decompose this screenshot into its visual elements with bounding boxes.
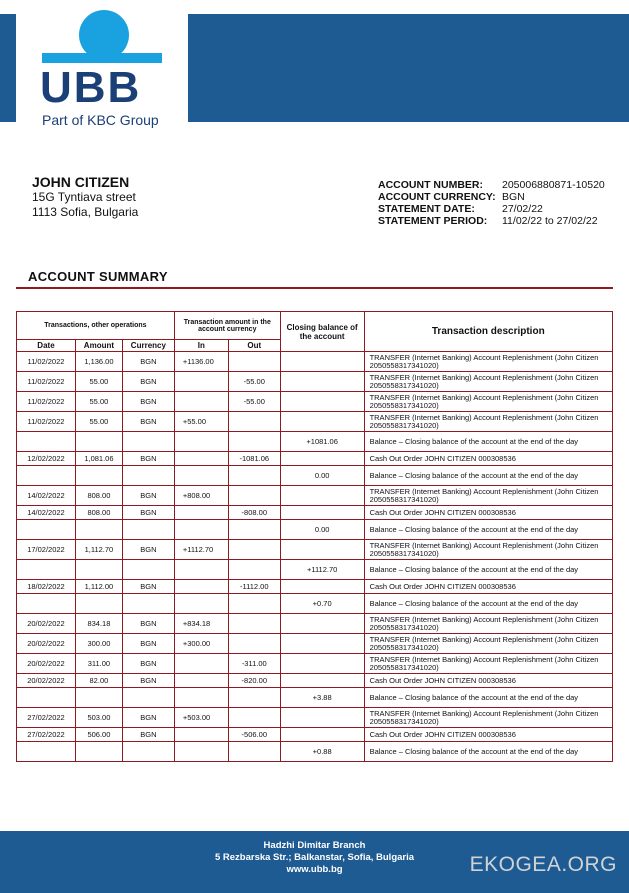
cell-desc: TRANSFER (Internet Banking) Account Replenishment (John Citizen 2050558317341020) [364,614,612,634]
cell-amount: 808.00 [75,486,122,506]
cell-amount [75,520,122,540]
cell-currency [122,466,174,486]
cell-date [17,432,76,452]
cell-closing [280,372,364,392]
cell-currency: BGN [122,634,174,654]
cell-in [174,372,228,392]
cell-amount: 1,136.00 [75,352,122,372]
cell-out: -506.00 [228,728,280,742]
header-out: Out [228,340,280,352]
cell-in [174,392,228,412]
header-amount: Amount [75,340,122,352]
cell-closing [280,634,364,654]
cell-date: 20/02/2022 [17,614,76,634]
cell-out: -1112.00 [228,580,280,594]
cell-desc: TRANSFER (Internet Banking) Account Replenishment (John Citizen 2050558317341020) [364,412,612,432]
table-row [17,742,613,762]
cell-closing: +1112.70 [280,560,364,580]
statement-date: 27/02/22 [502,203,543,215]
table-row [17,452,613,466]
cell-amount: 311.00 [75,654,122,674]
cell-desc: Balance – Closing balance of the account at the end of the day [364,594,612,614]
cell-closing [280,708,364,728]
cell-closing [280,674,364,688]
cell-out [228,352,280,372]
cell-out [228,614,280,634]
statement-date-label: STATEMENT DATE: [378,203,475,215]
cell-closing: 0.00 [280,466,364,486]
cell-out: -55.00 [228,372,280,392]
cell-desc: Cash Out Order JOHN CITIZEN 000308536 [364,728,612,742]
table-row [17,634,613,654]
cell-out [228,540,280,560]
logo-bar-icon [42,53,162,63]
table-row [17,708,613,728]
divider [16,287,613,289]
cell-currency: BGN [122,614,174,634]
cell-amount: 300.00 [75,634,122,654]
cell-amount: 1,112.70 [75,540,122,560]
customer-name: JOHN CITIZEN [32,174,130,190]
cell-date: 11/02/2022 [17,372,76,392]
customer-street: 15G Tyntiava street [32,190,136,204]
cell-currency [122,560,174,580]
cell-amount: 834.18 [75,614,122,634]
cell-currency: BGN [122,674,174,688]
account-number: 205006880871-10520 [502,179,605,191]
header-amount-group: Transaction amount in the account currency [174,312,280,340]
cell-amount: 808.00 [75,506,122,520]
cell-amount [75,594,122,614]
cell-date: 14/02/2022 [17,486,76,506]
cell-date [17,520,76,540]
cell-amount: 55.00 [75,412,122,432]
cell-out [228,708,280,728]
cell-closing [280,614,364,634]
cell-out [228,742,280,762]
cell-currency: BGN [122,506,174,520]
cell-currency: BGN [122,728,174,742]
table-row [17,352,613,372]
footer-address: 5 Rezbarska Str.; Balkanstar, Sofia, Bulgaria [214,852,415,863]
cell-date: 17/02/2022 [17,540,76,560]
cell-closing [280,580,364,594]
cell-currency [122,688,174,708]
section-title: ACCOUNT SUMMARY [28,269,168,284]
cell-currency: BGN [122,654,174,674]
cell-in [174,674,228,688]
footer-branch: Hadzhi Dimitar Branch [263,840,366,851]
cell-date: 14/02/2022 [17,506,76,520]
cell-date: 11/02/2022 [17,412,76,432]
cell-desc: TRANSFER (Internet Banking) Account Replenishment (John Citizen 2050558317341020) [364,392,612,412]
cell-date [17,466,76,486]
cell-in: +1136.00 [174,352,228,372]
cell-closing [280,540,364,560]
cell-out: -808.00 [228,506,280,520]
logo-tagline: Part of KBC Group [42,112,159,128]
cell-closing [280,486,364,506]
cell-currency [122,520,174,540]
cell-date [17,560,76,580]
cell-currency [122,742,174,762]
table-row [17,392,613,412]
cell-closing: +0.88 [280,742,364,762]
table-row [17,560,613,580]
transactions-table [16,311,613,762]
cell-date: 12/02/2022 [17,452,76,466]
table-row [17,688,613,708]
cell-currency: BGN [122,452,174,466]
cell-out [228,486,280,506]
cell-closing [280,392,364,412]
cell-desc: Balance – Closing balance of the account at the end of the day [364,432,612,452]
cell-closing [280,352,364,372]
logo-text: UBB [40,63,142,112]
table-row [17,594,613,614]
cell-out [228,594,280,614]
cell-amount: 82.00 [75,674,122,688]
cell-currency [122,432,174,452]
cell-out: -55.00 [228,392,280,412]
cell-desc: TRANSFER (Internet Banking) Account Replenishment (John Citizen 2050558317341020) [364,352,612,372]
statement-period-label: STATEMENT PERIOD: [378,215,488,227]
cell-in [174,560,228,580]
cell-amount [75,432,122,452]
cell-currency: BGN [122,412,174,432]
cell-desc: TRANSFER (Internet Banking) Account Replenishment (John Citizen 2050558317341020) [364,634,612,654]
cell-currency: BGN [122,708,174,728]
cell-in [174,742,228,762]
cell-amount [75,466,122,486]
table-row [17,520,613,540]
cell-amount: 506.00 [75,728,122,742]
cell-currency: BGN [122,352,174,372]
cell-desc: TRANSFER (Internet Banking) Account Replenishment (John Citizen 2050558317341020) [364,708,612,728]
cell-date: 27/02/2022 [17,728,76,742]
cell-amount [75,742,122,762]
cell-closing: +1081.06 [280,432,364,452]
cell-closing [280,506,364,520]
cell-out [228,412,280,432]
cell-desc: Balance – Closing balance of the account at the end of the day [364,688,612,708]
cell-date: 18/02/2022 [17,580,76,594]
cell-date [17,594,76,614]
cell-amount: 55.00 [75,372,122,392]
cell-closing: 0.00 [280,520,364,540]
cell-in [174,728,228,742]
cell-currency: BGN [122,580,174,594]
statement-period: 11/02/22 to 27/02/22 [502,215,598,227]
cell-desc: Cash Out Order JOHN CITIZEN 000308536 [364,580,612,594]
account-number-label: ACCOUNT NUMBER: [378,179,483,191]
header-closing-balance: Closing balance of the account [280,312,364,352]
cell-currency [122,594,174,614]
footer-website[interactable]: www.ubb.bg [286,864,343,875]
cell-closing [280,654,364,674]
cell-in [174,654,228,674]
cell-desc: Balance – Closing balance of the account at the end of the day [364,520,612,540]
cell-closing: +3.88 [280,688,364,708]
cell-out [228,560,280,580]
cell-desc: Balance – Closing balance of the account at the end of the day [364,466,612,486]
cell-out [228,634,280,654]
cell-date [17,688,76,708]
cell-in: +503.00 [174,708,228,728]
table-row [17,486,613,506]
table-row [17,674,613,688]
cell-desc: Balance – Closing balance of the account at the end of the day [364,560,612,580]
cell-in [174,688,228,708]
cell-desc: TRANSFER (Internet Banking) Account Replenishment (John Citizen 2050558317341020) [364,486,612,506]
cell-in [174,594,228,614]
cell-date: 27/02/2022 [17,708,76,728]
cell-in: +1112.70 [174,540,228,560]
cell-closing [280,728,364,742]
cell-in [174,452,228,466]
customer-address [32,175,138,220]
account-currency: BGN [502,191,525,203]
cell-in: +300.00 [174,634,228,654]
cell-desc: TRANSFER (Internet Banking) Account Replenishment (John Citizen 2050558317341020) [364,540,612,560]
cell-desc: TRANSFER (Internet Banking) Account Replenishment (John Citizen 2050558317341020) [364,372,612,392]
cell-closing: +0.70 [280,594,364,614]
table-row [17,540,613,560]
cell-closing [280,452,364,466]
table-row [17,506,613,520]
table-row [17,432,613,452]
table-row [17,580,613,594]
header-currency: Currency [122,340,174,352]
cell-date: 20/02/2022 [17,634,76,654]
cell-in [174,520,228,540]
cell-currency: BGN [122,372,174,392]
cell-desc: Cash Out Order JOHN CITIZEN 000308536 [364,674,612,688]
cell-date: 20/02/2022 [17,654,76,674]
cell-amount: 503.00 [75,708,122,728]
table-row [17,412,613,432]
cell-in: +808.00 [174,486,228,506]
cell-closing [280,412,364,432]
ubb-logo [16,0,188,138]
cell-currency: BGN [122,392,174,412]
cell-in [174,506,228,520]
cell-currency: BGN [122,540,174,560]
cell-amount: 55.00 [75,392,122,412]
table-row [17,372,613,392]
cell-in [174,432,228,452]
account-currency-label: ACCOUNT CURRENCY: [378,191,496,203]
cell-out [228,432,280,452]
cell-date [17,742,76,762]
cell-out: -820.00 [228,674,280,688]
cell-out [228,520,280,540]
cell-out [228,466,280,486]
cell-desc: Cash Out Order JOHN CITIZEN 000308536 [364,452,612,466]
header-description: Transaction description [364,312,612,352]
cell-out: -1081.06 [228,452,280,466]
cell-date: 20/02/2022 [17,674,76,688]
cell-amount [75,560,122,580]
table-row [17,654,613,674]
watermark: EKOGEA.ORG [469,853,617,876]
cell-amount: 1,081.06 [75,452,122,466]
account-info [378,179,605,227]
cell-in [174,580,228,594]
cell-in: +55.00 [174,412,228,432]
cell-out [228,688,280,708]
cell-out: -311.00 [228,654,280,674]
header-in: In [174,340,228,352]
header-date: Date [17,340,76,352]
cell-date: 11/02/2022 [17,392,76,412]
cell-desc: Balance – Closing balance of the account at the end of the day [364,742,612,762]
cell-amount [75,688,122,708]
cell-amount: 1,112.00 [75,580,122,594]
cell-desc: Cash Out Order JOHN CITIZEN 000308536 [364,506,612,520]
table-row [17,728,613,742]
header-transactions: Transactions, other operations [17,312,175,340]
table-row [17,614,613,634]
cell-desc: TRANSFER (Internet Banking) Account Replenishment (John Citizen 2050558317341020) [364,654,612,674]
cell-in: +834.18 [174,614,228,634]
table-row [17,466,613,486]
transactions-body [17,352,613,762]
cell-currency: BGN [122,486,174,506]
cell-date: 11/02/2022 [17,352,76,372]
cell-in [174,466,228,486]
customer-city: 1113 Sofia, Bulgaria [32,205,139,219]
